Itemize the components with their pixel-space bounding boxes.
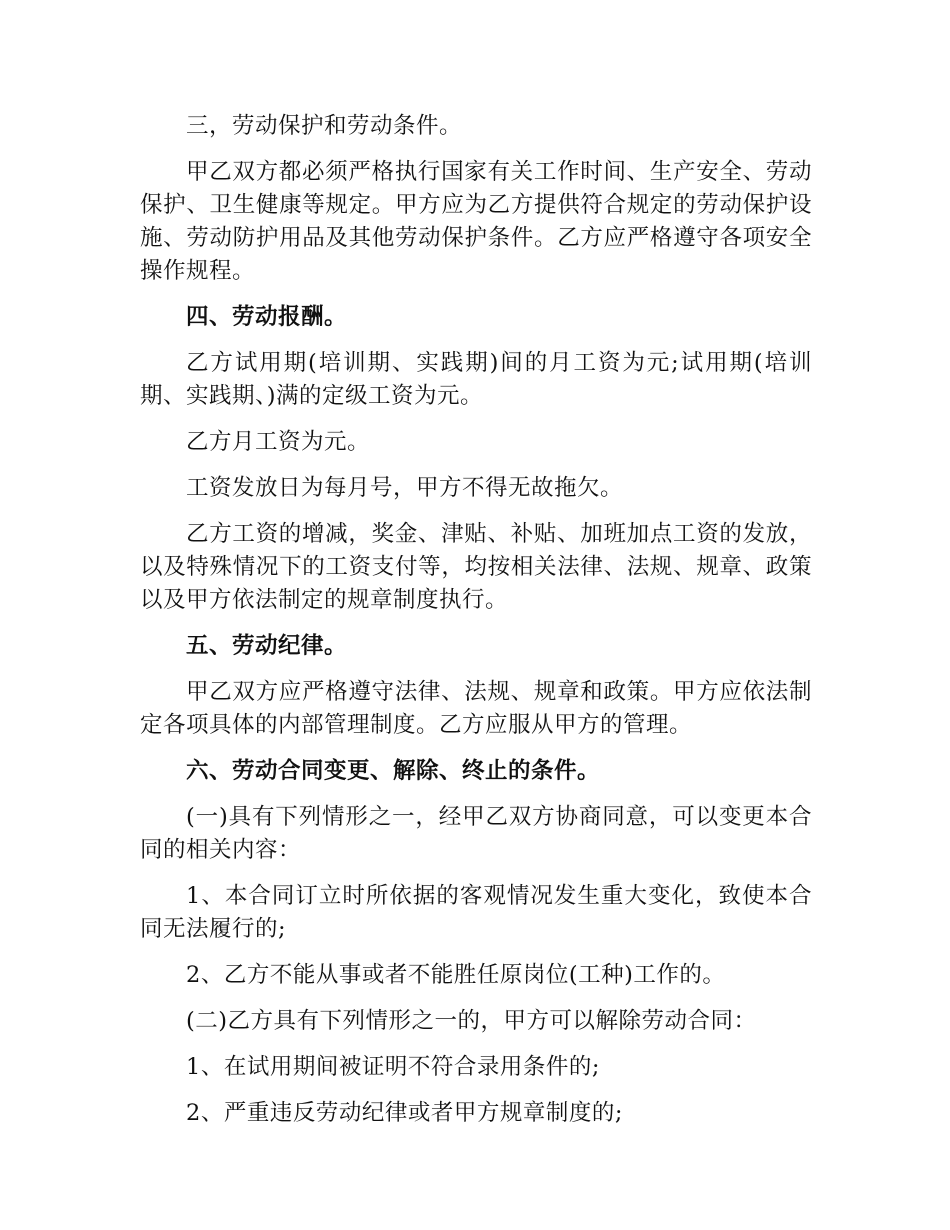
section-4-heading: 四、劳动报酬。 [186,304,348,330]
document-body [140,110,812,1143]
section-3-paragraph: 甲乙双方都必须严格执行国家有关工作时间、生产安全、劳动保护、卫生健康等规定。甲方应为乙方提供符合规定的劳动保护设施、劳动防护用品及其他劳动保护条件。乙方应严格遵守各项安全操作规程。 [140,159,812,284]
payday-paragraph: 工资发放日为每月号，甲方不得无故拖欠。 [186,475,624,501]
salary-adjustment-paragraph: 乙方工资的增减，奖金、津贴、补贴、加班加点工资的发放，以及特殊情况下的工资支付等，均按相关法律、法规、规章、政策以及甲方依法制定的规章制度执行。 [140,521,812,613]
clause-1-intro: (一)具有下列情形之一，经甲乙双方协商同意，可以变更本合同的相关内容： [140,804,812,863]
clause-2-item-1: 1、在试用期间被证明不符合录用条件的; [186,1054,600,1080]
section-3-heading: 三，劳动保护和劳动条件。 [186,113,463,139]
clause-2-intro: (二)乙方具有下列情形之一的，甲方可以解除劳动合同： [186,1008,757,1034]
monthly-salary-paragraph: 乙方月工资为元。 [186,429,371,455]
clause-1-item-1: 1、本合同订立时所依据的客观情况发生重大变化，致使本合同无法履行的; [140,883,812,942]
section-5-heading: 五、劳动纪律。 [186,633,348,659]
clause-2-item-2: 2、严重违反劳动纪律或者甲方规章制度的; [186,1100,623,1126]
probation-salary-paragraph: 乙方试用期(培训期、实践期)间的月工资为元;试用期(培训期、实践期、)满的定级工资为元。 [140,350,812,409]
clause-1-item-2: 2、乙方不能从事或者不能胜任原岗位(工种)工作的。 [186,962,726,988]
section-5-paragraph: 甲乙双方应严格遵守法律、法规、规章和政策。甲方应依法制定各项具体的内部管理制度。乙方应服从甲方的管理。 [140,679,812,738]
section-6-heading: 六、劳动合同变更、解除、终止的条件。 [186,758,601,784]
